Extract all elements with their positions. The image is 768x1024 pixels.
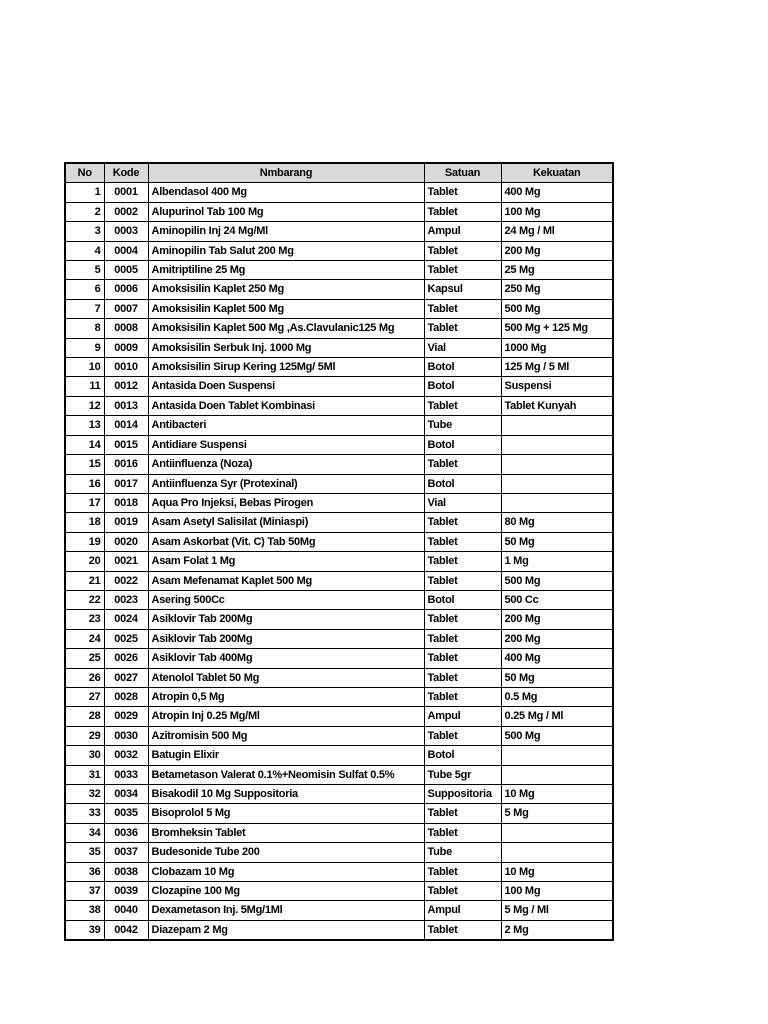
cell-satuan: Tablet xyxy=(424,668,501,687)
cell-no: 10 xyxy=(65,358,104,377)
cell-satuan: Tablet xyxy=(424,396,501,415)
cell-kode: 0007 xyxy=(104,299,148,318)
cell-kode: 0022 xyxy=(104,571,148,590)
cell-kekuatan xyxy=(501,843,613,862)
cell-kode: 0030 xyxy=(104,726,148,745)
cell-kode: 0039 xyxy=(104,882,148,901)
header-kode: Kode xyxy=(104,163,148,183)
cell-kekuatan: 100 Mg xyxy=(501,882,613,901)
cell-no: 28 xyxy=(65,707,104,726)
cell-no: 2 xyxy=(65,202,104,221)
cell-kekuatan: 25 Mg xyxy=(501,261,613,280)
cell-satuan: Tube 5gr xyxy=(424,765,501,784)
cell-satuan: Tablet xyxy=(424,532,501,551)
cell-kekuatan: 200 Mg xyxy=(501,629,613,648)
cell-kekuatan xyxy=(501,746,613,765)
cell-kode: 0012 xyxy=(104,377,148,396)
cell-nmbarang: Amoksisilin Sirup Kering 125Mg/ 5Ml xyxy=(148,358,424,377)
table-row xyxy=(65,649,613,668)
table-row xyxy=(65,396,613,415)
cell-no: 32 xyxy=(65,785,104,804)
cell-nmbarang: Asiklovir Tab 200Mg xyxy=(148,610,424,629)
table-row xyxy=(65,746,613,765)
cell-nmbarang: Asering 500Cc xyxy=(148,590,424,609)
table-row xyxy=(65,882,613,901)
cell-satuan: Tablet xyxy=(424,629,501,648)
cell-kekuatan: Tablet Kunyah xyxy=(501,396,613,415)
cell-kode: 0014 xyxy=(104,416,148,435)
cell-kode: 0029 xyxy=(104,707,148,726)
table-body xyxy=(65,183,613,940)
table-row xyxy=(65,552,613,571)
cell-satuan: Ampul xyxy=(424,707,501,726)
cell-no: 38 xyxy=(65,901,104,920)
table-row xyxy=(65,222,613,241)
table-row xyxy=(65,726,613,745)
table-row xyxy=(65,610,613,629)
table-row xyxy=(65,920,613,940)
table-header xyxy=(65,163,613,183)
cell-kode: 0016 xyxy=(104,455,148,474)
cell-nmbarang: Amoksisilin Kaplet 250 Mg xyxy=(148,280,424,299)
cell-nmbarang: Antasida Doen Suspensi xyxy=(148,377,424,396)
cell-kode: 0026 xyxy=(104,649,148,668)
cell-kekuatan: 0.5 Mg xyxy=(501,687,613,706)
cell-nmbarang: Atropin Inj 0.25 Mg/Ml xyxy=(148,707,424,726)
cell-kode: 0006 xyxy=(104,280,148,299)
cell-no: 18 xyxy=(65,513,104,532)
cell-kekuatan: 200 Mg xyxy=(501,241,613,260)
cell-nmbarang: Antiinfluenza (Noza) xyxy=(148,455,424,474)
cell-satuan: Tablet xyxy=(424,241,501,260)
cell-satuan: Kapsul xyxy=(424,280,501,299)
cell-kode: 0023 xyxy=(104,590,148,609)
cell-satuan: Ampul xyxy=(424,222,501,241)
cell-no: 34 xyxy=(65,823,104,842)
cell-no: 16 xyxy=(65,474,104,493)
cell-kekuatan: 0.25 Mg / Ml xyxy=(501,707,613,726)
cell-nmbarang: Asiklovir Tab 200Mg xyxy=(148,629,424,648)
cell-kode: 0036 xyxy=(104,823,148,842)
cell-kekuatan xyxy=(501,455,613,474)
cell-kekuatan: 5 Mg xyxy=(501,804,613,823)
cell-nmbarang: Budesonide Tube 200 xyxy=(148,843,424,862)
cell-no: 22 xyxy=(65,590,104,609)
cell-kekuatan xyxy=(501,435,613,454)
cell-nmbarang: Amoksisilin Serbuk Inj. 1000 Mg xyxy=(148,338,424,357)
cell-satuan: Tube xyxy=(424,843,501,862)
cell-kode: 0028 xyxy=(104,687,148,706)
cell-nmbarang: Asam Askorbat (Vit. C) Tab 50Mg xyxy=(148,532,424,551)
cell-satuan: Tube xyxy=(424,416,501,435)
cell-nmbarang: Bromheksin Tablet xyxy=(148,823,424,842)
cell-satuan: Tablet xyxy=(424,726,501,745)
cell-kekuatan: 1 Mg xyxy=(501,552,613,571)
cell-kekuatan: 200 Mg xyxy=(501,610,613,629)
cell-kode: 0009 xyxy=(104,338,148,357)
table-row xyxy=(65,804,613,823)
cell-kekuatan xyxy=(501,416,613,435)
table-row xyxy=(65,319,613,338)
cell-nmbarang: Asam Mefenamat Kaplet 500 Mg xyxy=(148,571,424,590)
cell-satuan: Vial xyxy=(424,338,501,357)
cell-kode: 0027 xyxy=(104,668,148,687)
cell-no: 35 xyxy=(65,843,104,862)
cell-no: 4 xyxy=(65,241,104,260)
cell-satuan: Tablet xyxy=(424,513,501,532)
cell-kekuatan: 50 Mg xyxy=(501,668,613,687)
cell-kekuatan: 500 Cc xyxy=(501,590,613,609)
table-row xyxy=(65,299,613,318)
cell-satuan: Suppositoria xyxy=(424,785,501,804)
cell-no: 17 xyxy=(65,493,104,512)
cell-kekuatan: 500 Mg + 125 Mg xyxy=(501,319,613,338)
cell-nmbarang: Dexametason Inj. 5Mg/1Ml xyxy=(148,901,424,920)
cell-kode: 0002 xyxy=(104,202,148,221)
table-row xyxy=(65,455,613,474)
cell-no: 29 xyxy=(65,726,104,745)
cell-kode: 0020 xyxy=(104,532,148,551)
cell-kekuatan xyxy=(501,765,613,784)
cell-kekuatan: 250 Mg xyxy=(501,280,613,299)
cell-kekuatan: 400 Mg xyxy=(501,649,613,668)
cell-kode: 0017 xyxy=(104,474,148,493)
cell-nmbarang: Bisoprolol 5 Mg xyxy=(148,804,424,823)
cell-nmbarang: Alupurinol Tab 100 Mg xyxy=(148,202,424,221)
cell-no: 9 xyxy=(65,338,104,357)
cell-satuan: Tablet xyxy=(424,920,501,940)
cell-satuan: Tablet xyxy=(424,319,501,338)
cell-no: 33 xyxy=(65,804,104,823)
cell-nmbarang: Amitriptiline 25 Mg xyxy=(148,261,424,280)
cell-nmbarang: Atropin 0,5 Mg xyxy=(148,687,424,706)
table-row xyxy=(65,901,613,920)
cell-no: 3 xyxy=(65,222,104,241)
cell-nmbarang: Clozapine 100 Mg xyxy=(148,882,424,901)
cell-kekuatan: 500 Mg xyxy=(501,299,613,318)
cell-kode: 0019 xyxy=(104,513,148,532)
cell-satuan: Tablet xyxy=(424,552,501,571)
header-kekuatan: Kekuatan xyxy=(501,163,613,183)
table-row xyxy=(65,629,613,648)
cell-kode: 0024 xyxy=(104,610,148,629)
cell-kekuatan xyxy=(501,823,613,842)
cell-satuan: Botol xyxy=(424,377,501,396)
cell-kode: 0033 xyxy=(104,765,148,784)
cell-kekuatan xyxy=(501,493,613,512)
table-row xyxy=(65,241,613,260)
table-row xyxy=(65,590,613,609)
cell-nmbarang: Amoksisilin Kaplet 500 Mg xyxy=(148,299,424,318)
cell-kode: 0018 xyxy=(104,493,148,512)
cell-satuan: Tablet xyxy=(424,687,501,706)
cell-kekuatan: 10 Mg xyxy=(501,862,613,881)
cell-satuan: Vial xyxy=(424,493,501,512)
cell-kekuatan: 400 Mg xyxy=(501,183,613,202)
cell-kekuatan: 2 Mg xyxy=(501,920,613,940)
cell-kode: 0013 xyxy=(104,396,148,415)
cell-kode: 0015 xyxy=(104,435,148,454)
cell-kode: 0005 xyxy=(104,261,148,280)
cell-kode: 0008 xyxy=(104,319,148,338)
cell-no: 8 xyxy=(65,319,104,338)
cell-kekuatan: 24 Mg / Ml xyxy=(501,222,613,241)
cell-satuan: Tablet xyxy=(424,823,501,842)
cell-satuan: Botol xyxy=(424,746,501,765)
cell-no: 24 xyxy=(65,629,104,648)
cell-kode: 0001 xyxy=(104,183,148,202)
table-row xyxy=(65,862,613,881)
cell-no: 25 xyxy=(65,649,104,668)
cell-nmbarang: Aqua Pro Injeksi, Bebas Pirogen xyxy=(148,493,424,512)
cell-no: 37 xyxy=(65,882,104,901)
cell-no: 5 xyxy=(65,261,104,280)
table-row xyxy=(65,377,613,396)
cell-kekuatan xyxy=(501,474,613,493)
cell-satuan: Tablet xyxy=(424,202,501,221)
cell-nmbarang: Atenolol Tablet 50 Mg xyxy=(148,668,424,687)
table-row xyxy=(65,280,613,299)
table-row xyxy=(65,261,613,280)
cell-kekuatan: 10 Mg xyxy=(501,785,613,804)
cell-nmbarang: Bisakodil 10 Mg Suppositoria xyxy=(148,785,424,804)
cell-nmbarang: Asam Asetyl Salisilat (Miniaspi) xyxy=(148,513,424,532)
cell-nmbarang: Clobazam 10 Mg xyxy=(148,862,424,881)
header-no: No xyxy=(65,163,104,183)
cell-satuan: Tablet xyxy=(424,649,501,668)
cell-no: 14 xyxy=(65,435,104,454)
table-row xyxy=(65,823,613,842)
cell-nmbarang: Amoksisilin Kaplet 500 Mg ,As.Clavulanic125 Mg xyxy=(148,319,424,338)
cell-nmbarang: Diazepam 2 Mg xyxy=(148,920,424,940)
medicine-table xyxy=(64,162,614,941)
cell-no: 13 xyxy=(65,416,104,435)
cell-kekuatan: 500 Mg xyxy=(501,726,613,745)
cell-no: 36 xyxy=(65,862,104,881)
cell-nmbarang: Antibacteri xyxy=(148,416,424,435)
table-row xyxy=(65,687,613,706)
table-row xyxy=(65,493,613,512)
cell-kekuatan: 1000 Mg xyxy=(501,338,613,357)
cell-kekuatan: 125 Mg / 5 Ml xyxy=(501,358,613,377)
table-row xyxy=(65,416,613,435)
cell-kode: 0003 xyxy=(104,222,148,241)
cell-kekuatan: 80 Mg xyxy=(501,513,613,532)
cell-kekuatan: 500 Mg xyxy=(501,571,613,590)
cell-nmbarang: Azitromisin 500 Mg xyxy=(148,726,424,745)
table-row xyxy=(65,765,613,784)
cell-satuan: Tablet xyxy=(424,571,501,590)
cell-nmbarang: Antasida Doen Tablet Kombinasi xyxy=(148,396,424,415)
table-row xyxy=(65,668,613,687)
cell-satuan: Tablet xyxy=(424,804,501,823)
header-nmbarang: Nmbarang xyxy=(148,163,424,183)
cell-no: 21 xyxy=(65,571,104,590)
cell-satuan: Tablet xyxy=(424,299,501,318)
cell-no: 15 xyxy=(65,455,104,474)
table-row xyxy=(65,202,613,221)
cell-kekuatan: Suspensi xyxy=(501,377,613,396)
cell-kode: 0025 xyxy=(104,629,148,648)
cell-satuan: Botol xyxy=(424,435,501,454)
table-row xyxy=(65,843,613,862)
cell-satuan: Tablet xyxy=(424,882,501,901)
cell-nmbarang: Asam Folat 1 Mg xyxy=(148,552,424,571)
cell-satuan: Tablet xyxy=(424,183,501,202)
cell-satuan: Botol xyxy=(424,590,501,609)
table-row xyxy=(65,707,613,726)
cell-satuan: Tablet xyxy=(424,261,501,280)
cell-no: 23 xyxy=(65,610,104,629)
cell-satuan: Botol xyxy=(424,474,501,493)
cell-no: 11 xyxy=(65,377,104,396)
cell-kode: 0010 xyxy=(104,358,148,377)
table-row xyxy=(65,338,613,357)
cell-kode: 0034 xyxy=(104,785,148,804)
cell-nmbarang: Betametason Valerat 0.1%+Neomisin Sulfat 0.5% xyxy=(148,765,424,784)
cell-kode: 0035 xyxy=(104,804,148,823)
cell-kode: 0032 xyxy=(104,746,148,765)
cell-no: 20 xyxy=(65,552,104,571)
cell-nmbarang: Asiklovir Tab 400Mg xyxy=(148,649,424,668)
cell-satuan: Tablet xyxy=(424,610,501,629)
table-row xyxy=(65,474,613,493)
table-row xyxy=(65,435,613,454)
cell-nmbarang: Batugin Elixir xyxy=(148,746,424,765)
table-row xyxy=(65,532,613,551)
cell-kode: 0038 xyxy=(104,862,148,881)
table-row xyxy=(65,358,613,377)
table-row xyxy=(65,571,613,590)
cell-no: 1 xyxy=(65,183,104,202)
cell-no: 39 xyxy=(65,920,104,940)
cell-nmbarang: Antiinfluenza Syr (Protexinal) xyxy=(148,474,424,493)
cell-no: 19 xyxy=(65,532,104,551)
cell-satuan: Tablet xyxy=(424,862,501,881)
header-satuan: Satuan xyxy=(424,163,501,183)
cell-no: 31 xyxy=(65,765,104,784)
table-row xyxy=(65,183,613,202)
cell-kekuatan: 50 Mg xyxy=(501,532,613,551)
cell-kode: 0004 xyxy=(104,241,148,260)
cell-nmbarang: Aminopilin Inj 24 Mg/Ml xyxy=(148,222,424,241)
cell-satuan: Ampul xyxy=(424,901,501,920)
cell-satuan: Botol xyxy=(424,358,501,377)
cell-no: 30 xyxy=(65,746,104,765)
cell-kode: 0040 xyxy=(104,901,148,920)
cell-no: 12 xyxy=(65,396,104,415)
table-row xyxy=(65,513,613,532)
table-row xyxy=(65,785,613,804)
cell-no: 26 xyxy=(65,668,104,687)
cell-kekuatan: 100 Mg xyxy=(501,202,613,221)
cell-nmbarang: Aminopilin Tab Salut 200 Mg xyxy=(148,241,424,260)
cell-no: 6 xyxy=(65,280,104,299)
header-row xyxy=(65,163,613,183)
cell-kode: 0042 xyxy=(104,920,148,940)
cell-nmbarang: Albendasol 400 Mg xyxy=(148,183,424,202)
cell-kode: 0021 xyxy=(104,552,148,571)
cell-no: 27 xyxy=(65,687,104,706)
cell-nmbarang: Antidiare Suspensi xyxy=(148,435,424,454)
cell-kekuatan: 5 Mg / Ml xyxy=(501,901,613,920)
cell-no: 7 xyxy=(65,299,104,318)
cell-kode: 0037 xyxy=(104,843,148,862)
cell-satuan: Tablet xyxy=(424,455,501,474)
